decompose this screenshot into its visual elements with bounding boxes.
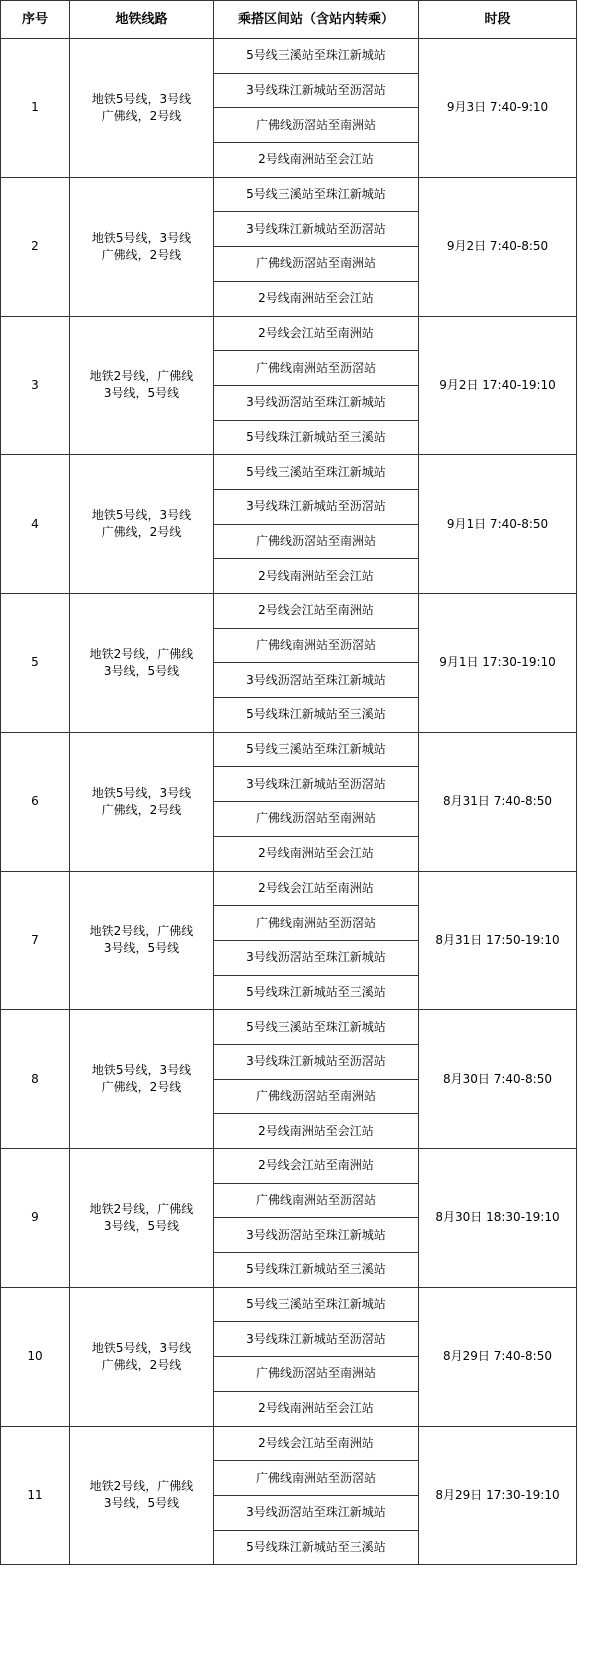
row-segment: 5号线三溪站至珠江新城站	[214, 1010, 419, 1045]
row-segment: 广佛线沥滘站至南洲站	[214, 1079, 419, 1114]
table-row	[1, 455, 577, 490]
row-segment: 2号线南洲站至会江站	[214, 1114, 419, 1149]
row-segment: 广佛线南洲站至沥滘站	[214, 351, 419, 386]
metro-lines-text: 地铁5号线，3号线	[91, 230, 192, 245]
row-segment: 5号线三溪站至珠江新城站	[214, 1287, 419, 1322]
metro-lines-text: 地铁5号线，3号线	[91, 1063, 192, 1078]
row-index: 8	[1, 1010, 70, 1149]
row-segment: 2号线南洲站至会江站	[214, 143, 419, 178]
row-segment: 5号线三溪站至珠江新城站	[214, 455, 419, 490]
row-segment: 2号线会江站至南洲站	[214, 1149, 419, 1184]
row-time: 8月30日 18:30-19:10	[419, 1149, 577, 1288]
row-segment: 广佛线南洲站至沥滘站	[214, 1183, 419, 1218]
metro-lines-text: 地铁2号线，广佛线	[89, 1201, 194, 1216]
metro-lines-text: 广佛线，2号线	[101, 802, 182, 817]
row-segment: 广佛线沥滘站至南洲站	[214, 247, 419, 282]
row-metro-lines	[70, 1426, 214, 1565]
row-segment: 广佛线南洲站至沥滘站	[214, 1461, 419, 1496]
metro-lines-text: 地铁5号线，3号线	[91, 508, 192, 523]
row-time: 8月31日 7:40-8:50	[419, 732, 577, 871]
row-segment: 3号线沥滘站至珠江新城站	[214, 940, 419, 975]
row-index: 2	[1, 177, 70, 316]
row-segment: 3号线珠江新城站至沥滘站	[214, 212, 419, 247]
row-metro-lines	[70, 871, 214, 1010]
metro-lines-text: 地铁5号线，3号线	[91, 1340, 192, 1355]
header-index: 序号	[1, 1, 70, 39]
row-metro-lines	[70, 1287, 214, 1426]
row-metro-lines	[70, 594, 214, 733]
metro-lines-text: 3号线，5号线	[103, 1496, 180, 1511]
metro-lines-text: 地铁2号线，广佛线	[89, 646, 194, 661]
row-time: 8月29日 7:40-8:50	[419, 1287, 577, 1426]
metro-lines-text: 3号线，5号线	[103, 386, 180, 401]
row-segment: 5号线三溪站至珠江新城站	[214, 39, 419, 74]
row-index: 10	[1, 1287, 70, 1426]
row-segment: 2号线会江站至南洲站	[214, 594, 419, 629]
table-row	[1, 316, 577, 351]
row-segment: 广佛线沥滘站至南洲站	[214, 1357, 419, 1392]
row-segment: 3号线沥滘站至珠江新城站	[214, 663, 419, 698]
row-index: 5	[1, 594, 70, 733]
row-segment: 5号线三溪站至珠江新城站	[214, 732, 419, 767]
row-index: 6	[1, 732, 70, 871]
row-segment: 5号线珠江新城站至三溪站	[214, 420, 419, 455]
row-segment: 5号线珠江新城站至三溪站	[214, 975, 419, 1010]
row-segment: 广佛线南洲站至沥滘站	[214, 628, 419, 663]
metro-lines-text: 地铁5号线，3号线	[91, 785, 192, 800]
metro-lines-text: 广佛线，2号线	[101, 247, 182, 262]
table-row	[1, 177, 577, 212]
table-row	[1, 732, 577, 767]
metro-lines-text: 地铁5号线，3号线	[91, 91, 192, 106]
row-segment: 3号线沥滘站至珠江新城站	[214, 1218, 419, 1253]
row-time: 8月30日 7:40-8:50	[419, 1010, 577, 1149]
row-index: 7	[1, 871, 70, 1010]
row-segment: 广佛线沥滘站至南洲站	[214, 524, 419, 559]
row-segment: 5号线珠江新城站至三溪站	[214, 698, 419, 733]
header-segments: 乘搭区间站（含站内转乘）	[214, 1, 419, 39]
metro-lines-text: 地铁2号线，广佛线	[89, 924, 194, 939]
row-segment: 3号线珠江新城站至沥滘站	[214, 767, 419, 802]
row-metro-lines	[70, 732, 214, 871]
row-segment: 5号线三溪站至珠江新城站	[214, 177, 419, 212]
metro-lines-text: 广佛线，2号线	[101, 1357, 182, 1372]
row-time: 9月3日 7:40-9:10	[419, 39, 577, 178]
header-time: 时段	[419, 1, 577, 39]
metro-lines-text: 地铁2号线，广佛线	[89, 369, 194, 384]
row-time: 9月2日 17:40-19:10	[419, 316, 577, 455]
metro-lines-text: 广佛线，2号线	[101, 525, 182, 540]
metro-lines-text: 3号线，5号线	[103, 941, 180, 956]
row-segment: 广佛线沥滘站至南洲站	[214, 108, 419, 143]
row-time: 8月29日 17:30-19:10	[419, 1426, 577, 1565]
row-segment: 5号线珠江新城站至三溪站	[214, 1253, 419, 1288]
metro-lines-text: 地铁2号线，广佛线	[89, 1479, 194, 1494]
row-segment: 3号线珠江新城站至沥滘站	[214, 1044, 419, 1079]
row-index: 4	[1, 455, 70, 594]
row-time: 8月31日 17:50-19:10	[419, 871, 577, 1010]
row-time: 9月1日 7:40-8:50	[419, 455, 577, 594]
row-segment: 2号线南洲站至会江站	[214, 1391, 419, 1426]
row-segment: 2号线会江站至南洲站	[214, 1426, 419, 1461]
metro-lines-text: 3号线，5号线	[103, 1218, 180, 1233]
header-row	[1, 1, 577, 39]
table-row	[1, 1287, 577, 1322]
row-segment: 广佛线南洲站至沥滘站	[214, 906, 419, 941]
row-metro-lines	[70, 1010, 214, 1149]
row-metro-lines	[70, 455, 214, 594]
row-segment: 5号线珠江新城站至三溪站	[214, 1530, 419, 1565]
row-segment: 2号线南洲站至会江站	[214, 559, 419, 594]
table-row	[1, 1010, 577, 1045]
row-segment: 2号线会江站至南洲站	[214, 871, 419, 906]
row-index: 11	[1, 1426, 70, 1565]
table-row	[1, 1149, 577, 1184]
table-row	[1, 1426, 577, 1461]
row-time: 9月2日 7:40-8:50	[419, 177, 577, 316]
row-metro-lines	[70, 39, 214, 178]
table-body	[1, 39, 577, 1565]
row-segment: 3号线沥滘站至珠江新城站	[214, 1495, 419, 1530]
row-metro-lines	[70, 316, 214, 455]
row-segment: 2号线南洲站至会江站	[214, 836, 419, 871]
table-row	[1, 594, 577, 629]
row-segment: 广佛线沥滘站至南洲站	[214, 802, 419, 837]
row-segment: 3号线珠江新城站至沥滘站	[214, 489, 419, 524]
row-index: 9	[1, 1149, 70, 1288]
row-segment: 2号线会江站至南洲站	[214, 316, 419, 351]
table-row	[1, 871, 577, 906]
header-lines: 地铁线路	[70, 1, 214, 39]
row-metro-lines	[70, 177, 214, 316]
row-metro-lines	[70, 1149, 214, 1288]
metro-lines-text: 广佛线，2号线	[101, 108, 182, 123]
table-row	[1, 39, 577, 74]
metro-lines-text: 3号线，5号线	[103, 663, 180, 678]
row-segment: 3号线珠江新城站至沥滘站	[214, 73, 419, 108]
row-time: 9月1日 17:30-19:10	[419, 594, 577, 733]
row-index: 1	[1, 39, 70, 178]
row-segment: 2号线南洲站至会江站	[214, 281, 419, 316]
metro-lines-text: 广佛线，2号线	[101, 1080, 182, 1095]
row-segment: 3号线珠江新城站至沥滘站	[214, 1322, 419, 1357]
row-segment: 3号线沥滘站至珠江新城站	[214, 385, 419, 420]
row-index: 3	[1, 316, 70, 455]
